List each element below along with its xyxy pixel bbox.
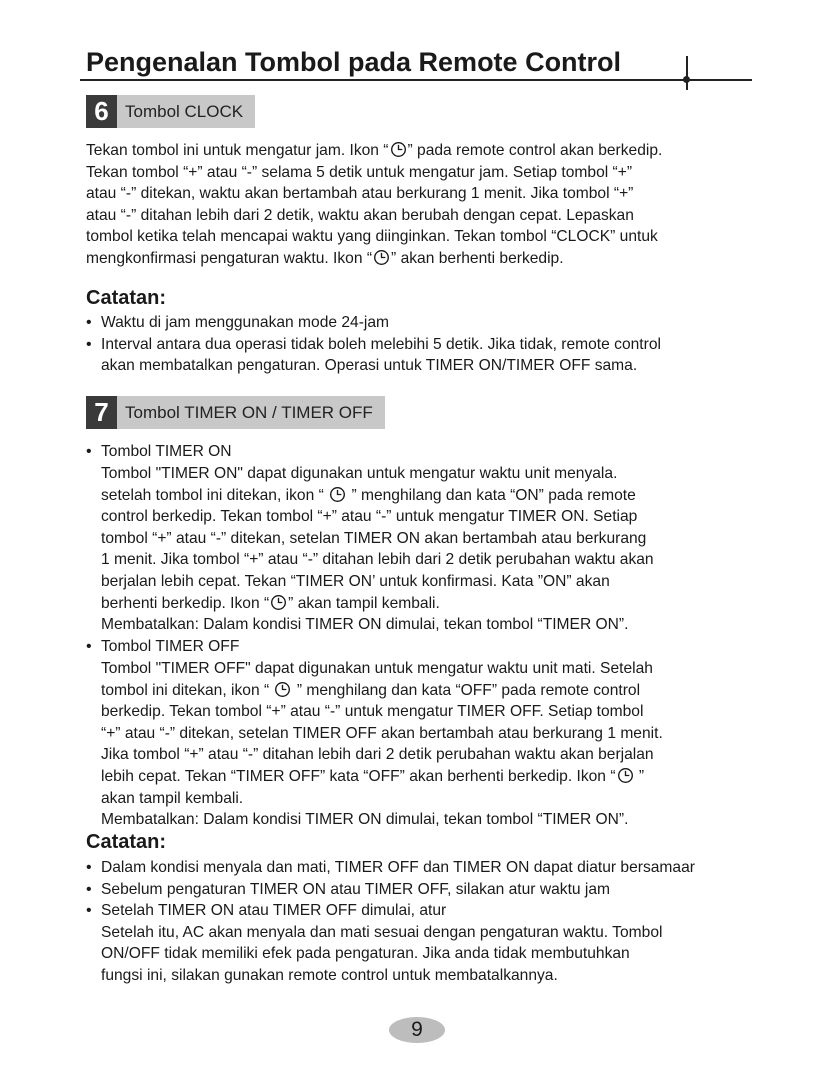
page-number: 9 bbox=[411, 1018, 423, 1041]
text-segment: berhenti berkedip. Ikon “ bbox=[101, 594, 270, 612]
note-line: • Waktu di jam menggunakan mode 24-jam bbox=[101, 314, 390, 331]
text-segment: ” menghilang dan kata “OFF” pada remote control bbox=[292, 681, 641, 699]
text-line bbox=[101, 723, 801, 745]
note-item bbox=[86, 857, 826, 879]
note-item bbox=[86, 334, 826, 377]
title-rule bbox=[80, 79, 752, 81]
title-dot bbox=[683, 76, 690, 83]
section-7-number: 7 bbox=[86, 396, 117, 429]
note-line: • Interval antara dua operasi tidak boleh melebihi 5 detik. Jika tidak, remote control bbox=[101, 335, 661, 353]
timer-on-block bbox=[86, 441, 826, 463]
text-line bbox=[101, 614, 801, 636]
page-number-badge bbox=[389, 1017, 445, 1043]
text-segment: tombol “+” atau “-” ditekan, setelan TIMER ON akan bertambah atau berkurang bbox=[101, 529, 647, 547]
text-line bbox=[86, 183, 786, 205]
text-segment: ” akan tampil kembali. bbox=[288, 594, 440, 612]
text-line bbox=[86, 248, 786, 270]
text-line bbox=[101, 506, 801, 528]
timer-on-body bbox=[101, 463, 801, 636]
text-segment: setelah tombol ini ditekan, ikon “ bbox=[101, 486, 329, 504]
text-line bbox=[86, 162, 786, 184]
text-line bbox=[101, 593, 801, 615]
clock-icon bbox=[373, 249, 390, 266]
clock-icon bbox=[617, 767, 634, 784]
clock-icon bbox=[329, 486, 346, 503]
note-item bbox=[86, 900, 826, 986]
note-line: • Dalam kondisi menyala dan mati, TIMER OFF dan TIMER ON dapat diatur bersamaar bbox=[101, 859, 695, 876]
text-segment: ” menghilang dan kata “ON” pada remote bbox=[347, 486, 636, 504]
section-6-notes bbox=[86, 312, 826, 377]
section-6-label: Tombol CLOCK bbox=[117, 95, 255, 128]
note-item bbox=[86, 312, 826, 334]
text-segment: tombol ini ditekan, ikon “ bbox=[101, 681, 274, 699]
timer-off-heading: • Tombol TIMER OFF bbox=[86, 636, 826, 658]
clock-icon bbox=[390, 141, 407, 158]
text-line bbox=[101, 788, 801, 810]
text-segment: tombol ketika telah mencapai waktu yang diinginkan. Tekan tombol “CLOCK” untuk bbox=[86, 228, 658, 246]
text-line bbox=[86, 205, 786, 227]
text-segment: Tombol "TIMER ON" dapat digunakan untuk mengatur waktu unit menyala. bbox=[101, 465, 618, 482]
clock-icon bbox=[274, 681, 291, 698]
text-segment: control berkedip. Tekan tombol “+” atau “-” untuk mengatur TIMER ON. Setiap bbox=[101, 508, 638, 526]
section-7-label: Tombol TIMER ON / TIMER OFF bbox=[117, 396, 385, 429]
section-6-header bbox=[86, 95, 255, 128]
text-segment: berjalan lebih cepat. Tekan “TIMER ON’ untuk konfirmasi. Kata ”ON” akan bbox=[101, 572, 610, 590]
text-segment: akan tampil kembali. bbox=[101, 789, 244, 807]
section-7-notes bbox=[86, 857, 826, 987]
text-segment: atau “-” ditahan lebih dari 2 detik, waktu akan berubah dengan cepat. Lepaskan bbox=[86, 206, 634, 224]
note-line: Setelah itu, AC akan menyala dan mati sesuai dengan pengaturan waktu. Tombol bbox=[101, 923, 663, 941]
note-item bbox=[86, 879, 826, 901]
text-segment: ” pada remote control akan berkedip. bbox=[407, 142, 663, 159]
section-6-notes-title: Catatan: bbox=[86, 287, 167, 309]
note-line: ON/OFF tidak memiliki efek pada pengaturan. Jika anda tidak membutuhkan bbox=[101, 945, 630, 963]
text-segment: 1 menit. Jika tombol “+” atau “-” ditahan lebih dari 2 detik perubahan waktu akan bbox=[101, 551, 654, 569]
note-line: fungsi ini, silakan gunakan remote control untuk membatalkannya. bbox=[101, 966, 558, 984]
text-segment: berkedip. Tekan tombol “+” atau “-” untuk mengatur TIMER OFF. Setiap tombol bbox=[101, 703, 644, 721]
timer-off-body bbox=[101, 658, 801, 831]
text-segment: “+” atau “-” ditekan, setelan TIMER OFF akan bertambah atau berkurang 1 menit. bbox=[101, 724, 663, 742]
section-7-header bbox=[86, 396, 385, 429]
title-tick bbox=[686, 56, 688, 90]
text-segment: Tekan tombol “+” atau “-” selama 5 detik untuk mengatur jam. Setiap tombol “+” bbox=[86, 163, 633, 181]
text-segment: atau “-” ditekan, waktu akan bertambah atau berkurang 1 menit. Jika tombol “+” bbox=[86, 185, 634, 203]
text-line bbox=[101, 680, 801, 702]
text-segment: ” bbox=[634, 767, 645, 785]
timer-on-heading: • Tombol TIMER ON bbox=[86, 441, 826, 463]
section-6-body bbox=[86, 140, 786, 270]
text-line bbox=[86, 226, 786, 248]
page-title: Pengenalan Tombol pada Remote Control bbox=[86, 47, 622, 77]
text-segment: Membatalkan: Dalam kondisi TIMER ON dimulai, tekan tombol “TIMER ON”. bbox=[101, 616, 629, 634]
note-line: • Setelah TIMER ON atau TIMER OFF dimulai, atur bbox=[101, 902, 447, 920]
text-line bbox=[101, 766, 801, 788]
clock-icon bbox=[270, 594, 287, 611]
text-segment: Membatalkan: Dalam kondisi TIMER ON dimulai, tekan tombol “TIMER ON”. bbox=[101, 811, 629, 829]
text-line bbox=[101, 463, 801, 485]
text-line bbox=[101, 809, 801, 831]
timer-off-block bbox=[86, 636, 826, 658]
note-line: akan membatalkan pengaturan. Operasi untuk TIMER ON/TIMER OFF sama. bbox=[101, 357, 638, 375]
text-line bbox=[101, 744, 801, 766]
section-6-number: 6 bbox=[86, 95, 117, 128]
text-line bbox=[101, 528, 801, 550]
text-segment: mengkonfirmasi pengaturan waktu. Ikon “ bbox=[86, 249, 373, 267]
text-line bbox=[86, 140, 786, 162]
text-segment: ” akan berhenti berkedip. bbox=[391, 249, 564, 267]
note-line: • Sebelum pengaturan TIMER ON atau TIMER OFF, silakan atur waktu jam bbox=[101, 880, 611, 898]
text-line bbox=[101, 571, 801, 593]
text-line bbox=[101, 658, 801, 680]
text-line bbox=[101, 701, 801, 723]
text-segment: Jika tombol “+” atau “-” ditahan lebih dari 2 detik perubahan waktu akan berjalan bbox=[101, 746, 654, 764]
text-segment: lebih cepat. Tekan “TIMER OFF” kata “OFF” akan berhenti berkedip. Ikon “ bbox=[101, 767, 616, 785]
text-segment: Tekan tombol ini untuk mengatur jam. Ikon “ bbox=[86, 142, 389, 159]
text-line bbox=[101, 549, 801, 571]
text-line bbox=[101, 485, 801, 507]
text-segment: Tombol "TIMER OFF" dapat digunakan untuk mengatur waktu unit mati. Setelah bbox=[101, 660, 653, 677]
section-7-notes-title: Catatan: bbox=[86, 831, 167, 853]
